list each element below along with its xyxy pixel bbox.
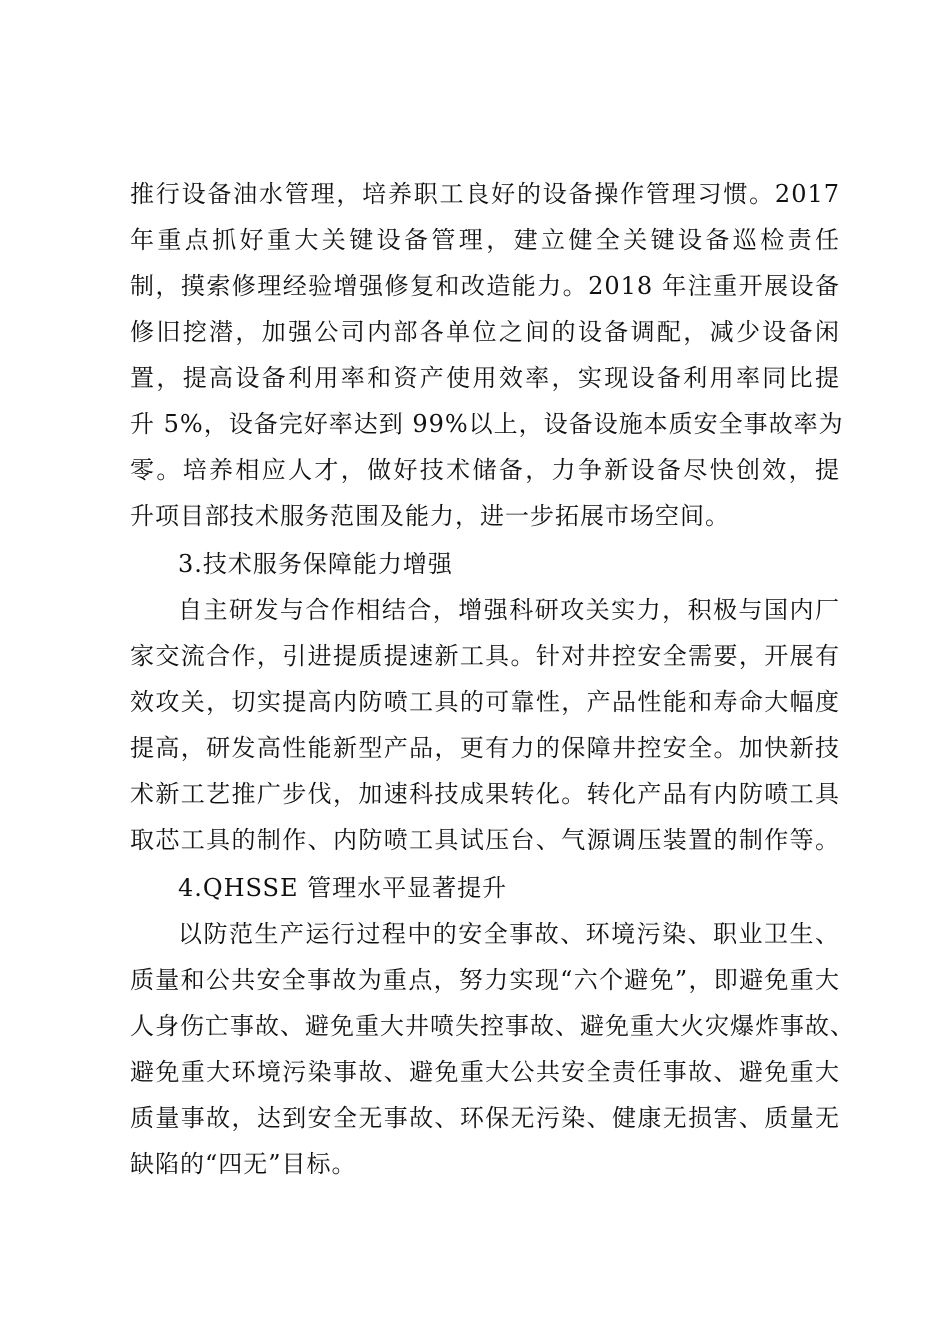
paragraph-line: 家交流合作，引进提质提速新工具。针对井控安全需要，开展有: [130, 642, 840, 670]
paragraph-line: 缺陷的“四无”目标。: [130, 1150, 357, 1178]
section-heading: 3.技术服务保障能力增强: [178, 550, 453, 578]
paragraph-line: 人身伤亡事故、避免重大井喷失控事故、避免重大火灾爆炸事故、: [130, 1012, 855, 1040]
paragraph-line: 术新工艺推广步伐，加速科技成果转化。转化产品有内防喷工具: [130, 780, 840, 808]
paragraph-line: 避免重大环境污染事故、避免重大公共安全责任事故、避免重大: [130, 1058, 840, 1086]
paragraph-line: 升 5%，设备完好率达到 99%以上，设备设施本质安全事故率为: [130, 410, 844, 438]
paragraph-line: 零。培养相应人才，做好技术储备，力争新设备尽快创效，提: [130, 456, 840, 484]
paragraph-line: 年重点抓好重大关键设备管理，建立健全关键设备巡检责任: [130, 226, 840, 254]
paragraph-line: 自主研发与合作相结合，增强科研攻关实力，积极与国内厂: [178, 596, 840, 624]
paragraph-line: 以防范生产运行过程中的安全事故、环境污染、职业卫生、: [178, 920, 840, 948]
paragraph-line: 取芯工具的制作、内防喷工具试压台、气源调压装置的制作等。: [130, 826, 840, 854]
paragraph-line: 推行设备油水管理，培养职工良好的设备操作管理习惯。2017: [130, 180, 840, 208]
section-heading: 4.QHSSE 管理水平显著提升: [178, 874, 508, 902]
paragraph-line: 置，提高设备利用率和资产使用效率，实现设备利用率同比提: [130, 364, 840, 392]
paragraph-line: 质量和公共安全事故为重点，努力实现“六个避免”，即避免重大: [130, 966, 840, 994]
paragraph-line: 制，摸索修理经验增强修复和改造能力。2018 年注重开展设备: [130, 272, 840, 300]
paragraph-line: 升项目部技术服务范围及能力，进一步拓展市场空间。: [130, 502, 730, 530]
paragraph-line: 提高，研发高性能新型产品，更有力的保障井控安全。加快新技: [130, 734, 840, 762]
paragraph-line: 修旧挖潜，加强公司内部各单位之间的设备调配，减少设备闲: [130, 318, 840, 346]
paragraph-line: 效攻关，切实提高内防喷工具的可靠性，产品性能和寿命大幅度: [130, 688, 840, 716]
paragraph-line: 质量事故，达到安全无事故、环保无污染、健康无损害、质量无: [130, 1104, 840, 1132]
